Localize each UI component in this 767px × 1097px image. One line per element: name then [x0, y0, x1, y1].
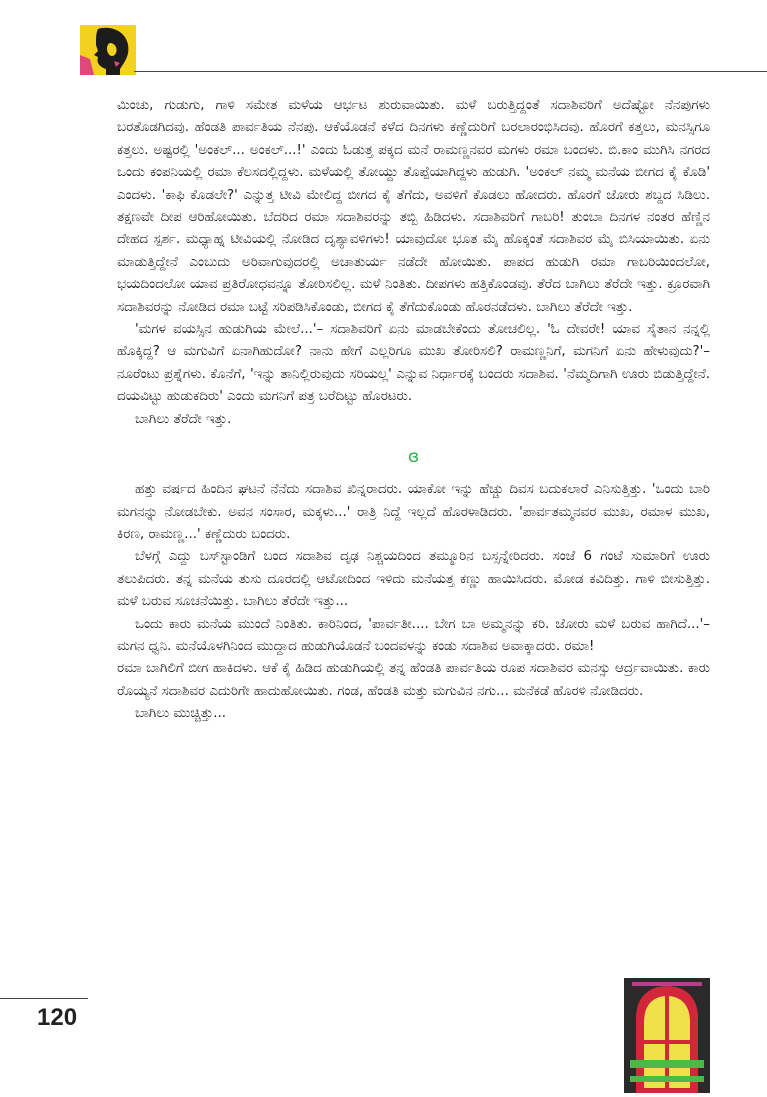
paragraph: ಬಾಗಿಲು ಮುಚ್ಚಿತ್ತು...: [135, 706, 226, 722]
fleuron-icon: ɞ: [407, 447, 420, 468]
page-number: 120: [37, 1004, 78, 1031]
face-profile-logo-icon: [80, 25, 136, 75]
header-rule: [134, 71, 767, 72]
story-body: [117, 95, 710, 726]
section-divider: [117, 447, 710, 467]
arched-door-painting-icon: [624, 978, 710, 1093]
paragraph: ಹತ್ತು ವರ್ಷದ ಹಿಂದಿನ ಘಟನೆ ನೆನೆದು ಸದಾಶಿವ ಖಿನ್ನರಾದರು. ಯಾಕೋ ಇನ್ನು ಹೆಚ್ಚು ದಿವಸ ಬದುಕಲಾರೆ ಎನಿಸುತ್ತಿತ್ತು. 'ಒಂದು ಬಾರಿ ಮಗನನ್ನು ನೋಡಬೇಕು. ಅವನ ಸಂಸಾರ, ಮಕ್ಕಳು...' ರಾತ್ರಿ ನಿದ್ದೆ ಇಲ್ಲದೆ ಹೊರಳಾಡಿದರು. 'ಪಾರ್ವತಮ್ಮನವರ ಮುಖ, ರಮಾಳ ಮುಖ, ಕಿರಣ, ರಾಮಣ್ಣ...' ಕಣ್ಣೆದುರು ಬಂದರು.: [117, 482, 710, 542]
paragraph: ಬಾಗಿಲು ತೆರೆದೇ ಇತ್ತು.: [135, 411, 232, 427]
paragraph: 'ಮಗಳ ವಯಸ್ಸಿನ ಹುಡುಗಿಯ ಮೇಲೆ...'– ಸದಾಶಿವರಿಗೆ ಏನು ಮಾಡಬೇಕೆಂದು ತೋಚಲಿಲ್ಲ. 'ಓ ದೇವರೇ! ಯಾವ ಸೈತಾನ ನನ್ನಲ್ಲಿ ಹೊಕ್ಕಿದ್ದ? ಆ ಮಗುವಿಗೆ ಏನಾಗಿಹುದೋ? ನಾನು ಹೇಗೆ ಎಲ್ಲರಿಗೂ ಮುಖ ತೋರಿಸಲಿ? ರಾಮಣ್ಣನಿಗೆ, ಮಗನಿಗೆ ಏನು ಹೇಳುವುದು?'– ನೂರೆಂಟು ಪ್ರಶ್ನೆಗಳು. ಕೊನೆಗೆ, 'ಇನ್ನು ತಾನಿಲ್ಲಿರುವುದು ಸರಿಯಲ್ಲ' ಎನ್ನುವ ನಿರ್ಧಾರಕ್ಕೆ ಬಂದರು ಸದಾಶಿವ. 'ನೆಮ್ಮದಿಗಾಗಿ ಊರು ಬಿಡುತ್ತಿದ್ದೇನೆ. ದಯವಿಟ್ಟು ಹುಡುಕದಿರು' ಎಂದು ಮಗನಿಗೆ ಪತ್ರ ಬರೆದಿಟ್ಟು ಹೊರಟರು.: [117, 322, 710, 405]
paragraph: ಮಿಂಚು, ಗುಡುಗು, ಗಾಳಿ ಸಮೇತ ಮಳೆಯ ಆರ್ಭಟ ಶುರುವಾಯಿತು. ಮಳೆ ಬರುತ್ತಿದ್ದಂತೆ ಸದಾಶಿವರಿಗೆ ಅದೆಷ್ಟೋ ನೆನಪುಗಳು ಬರತೊಡಗಿದವು. ಹೆಂಡತಿ ಪಾರ್ವತಿಯ ನೆನಪು. ಆಕೆಯೊಡನೆ ಕಳೆದ ದಿನಗಳು ಕಣ್ಣೆದುರಿಗೆ ಬರಲಾರಂಭಿಸಿದವು. ಹೊರಗೆ ಕತ್ತಲು, ಮನಸ್ಸಿಗೂ ಕತ್ತಲು. ಅಷ್ಟರಲ್ಲಿ 'ಅಂಕಲ್... ಅಂಕಲ್...!' ಎಂದು ಓಡುತ್ತ ಪಕ್ಕದ ಮನೆ ರಾಮಣ್ಣನವರ ಮಗಳು ರಮಾ ಬಂದಳು. ಬಿ.ಕಾಂ ಮುಗಿಸಿ ನಗರದ ಒಂದು ಕಂಪನಿಯಲ್ಲಿ ರಮಾ ಕೆಲಸದಲ್ಲಿದ್ದಳು. ಮಳೆಯಲ್ಲಿ ತೋಯ್ದು ತೊಪ್ಪೆಯಾಗಿದ್ದಳು ಹುಡುಗಿ. 'ಅಂಕಲ್ ನಮ್ಮ ಮನೆಯ ಬೀಗದ ಕೈ ಕೊಡಿ' ಎಂದಳು. 'ಕಾಫಿ ಕೊಡಲೇ?' ಎನ್ನುತ್ತ ಟೀವಿ ಮೇಲಿದ್ದ ಬೀಗದ ಕೈ ತೆಗೆದು, ಅವಳಿಗೆ ಕೊಡಲು ಹೋದರು. ಹೊರಗೆ ಜೋರು ಶಬ್ದದ ಸಿಡಿಲು. ತಕ್ಷಣವೇ ದೀಪ ಆರಿಹೋಯಿತು. ಬೆದರಿದ ರಮಾ ಸದಾಶಿವರನ್ನು ತಬ್ಬಿ ಹಿಡಿದಳು. ಸದಾಶಿವರಿಗೆ ಗಾಬರಿ! ತುಂಬಾ ದಿನಗಳ ನಂತರ ಹೆಣ್ಣಿನ ದೇಹದ ಸ್ಪರ್ಶ. ಮಧ್ಯಾಹ್ನ ಟೀವಿಯಲ್ಲಿ ನೋಡಿದ ದೃಶ್ಯಾವಳಿಗಳು! ಯಾವುದೋ ಭೂತ ಮೈ ಹೊಕ್ಕಂತೆ ಸದಾಶಿವರ ಮೈ ಬಿಸಿಯಾಯಿತು. ಏನು ಮಾಡುತ್ತಿದ್ದೇನೆ ಎಂಬುದು ಅರಿವಾಗುವುದರಲ್ಲಿ ಅಚಾತುರ್ಯ ನಡೆದೇ ಹೋಯಿತು. ಪಾಪದ ಹುಡುಗಿ ರಮಾ ಗಾಬರಿಯಿಂದಲೋ, ಭಯದಿಂದಲೋ ಯಾವ ಪ್ರತಿರೋಧವನ್ನೂ ತೋರಿಸಲಿಲ್ಲ. ಮಳೆ ನಿಂತಿತು. ದೀಪಗಳು ಹತ್ತಿಕೊಂಡವು. ತೆರೆದ ಬಾಗಿಲು ತೆರೆದೇ ಇತ್ತು. ಕ್ರೂರವಾಗಿ ಸದಾಶಿವರನ್ನು ನೋಡಿದ ರಮಾ ಬಟ್ಟೆ ಸರಿಪಡಿಸಿಕೊಂಡು, ಬೀಗದ ಕೈ ತೆಗೆದುಕೊಂಡು ಹೊರನಡೆದಳು. ಬಾಗಿಲು ತೆರೆದೇ ಇತ್ತು.: [117, 98, 710, 315]
paragraph: ರಮಾ ಬಾಗಿಲಿಗೆ ಬೀಗ ಹಾಕಿದಳು. ಆಕೆ ಕೈ ಹಿಡಿದ ಹುಡುಗಿಯಲ್ಲಿ ತನ್ನ ಹೆಂಡತಿ ಪಾರ್ವತಿಯ ರೂಪ ಸದಾಶಿವರ ಮನಸ್ಸು ಆರ್ದ್ರವಾಯಿತು. ಕಾರು ರೊಯ್ಯನೆ ಸದಾಶಿವರ ಎದುರಿಗೇ ಹಾದುಹೋಯಿತು. ಗಂಡ, ಹೆಂಡತಿ ಮತ್ತು ಮಗುವಿನ ನಗು... ಮನೆಕಡೆ ಹೊರಳಿ ನೋಡಿದರು.: [117, 661, 710, 699]
paragraph: ಬೆಳಗ್ಗೆ ಎದ್ದು ಬಸ್‌ಸ್ಟಾಂಡಿಗೆ ಬಂದ ಸದಾಶಿವ ದೃಢ ನಿಶ್ಚಯದಿಂದ ತಮ್ಮೂರಿನ ಬಸ್ಸನ್ನೇರಿದರು. ಸಂಜೆ 6 ಗಂಟೆ ಸುಮಾರಿಗೆ ಊರು ತಲುಪಿದರು. ತನ್ನ ಮನೆಯ ತುಸು ದೂರದಲ್ಲಿ ಆಟೋದಿಂದ ಇಳಿದು ಮನೆಯತ್ತ ಕಣ್ಣು ಹಾಯಿಸಿದರು. ಮೋಡ ಕವಿದಿತ್ತು. ಗಾಳಿ ಬೀಸುತ್ತಿತ್ತು. ಮಳೆ ಬರುವ ಸೂಚನೆಯಿತ್ತು. ಬಾಗಿಲು ತೆರೆದೇ ಇತ್ತು...: [117, 549, 710, 610]
folio-rule: [0, 998, 88, 999]
paragraph: ಒಂದು ಕಾರು ಮನೆಯ ಮುಂದೆ ನಿಂತಿತು. ಕಾರಿನಿಂದ, 'ಪಾರ್ವತೀ.... ಬೇಗ ಬಾ ಅಮ್ಮನನ್ನು ಕರಿ. ಜೋರು ಮಳೆ ಬರುವ ಹಾಗಿದೆ...'– ಮಗನ ಧ್ವನಿ. ಮನೆಯೊಳಗಿನಿಂದ ಮುದ್ದಾದ ಹುಡುಗಿಯೊಡನೆ ಬಂದವಳನ್ನು ಕಂಡು ಸದಾಶಿವ ಅವಾಕ್ಕಾದರು. ರಮಾ!: [117, 616, 710, 654]
